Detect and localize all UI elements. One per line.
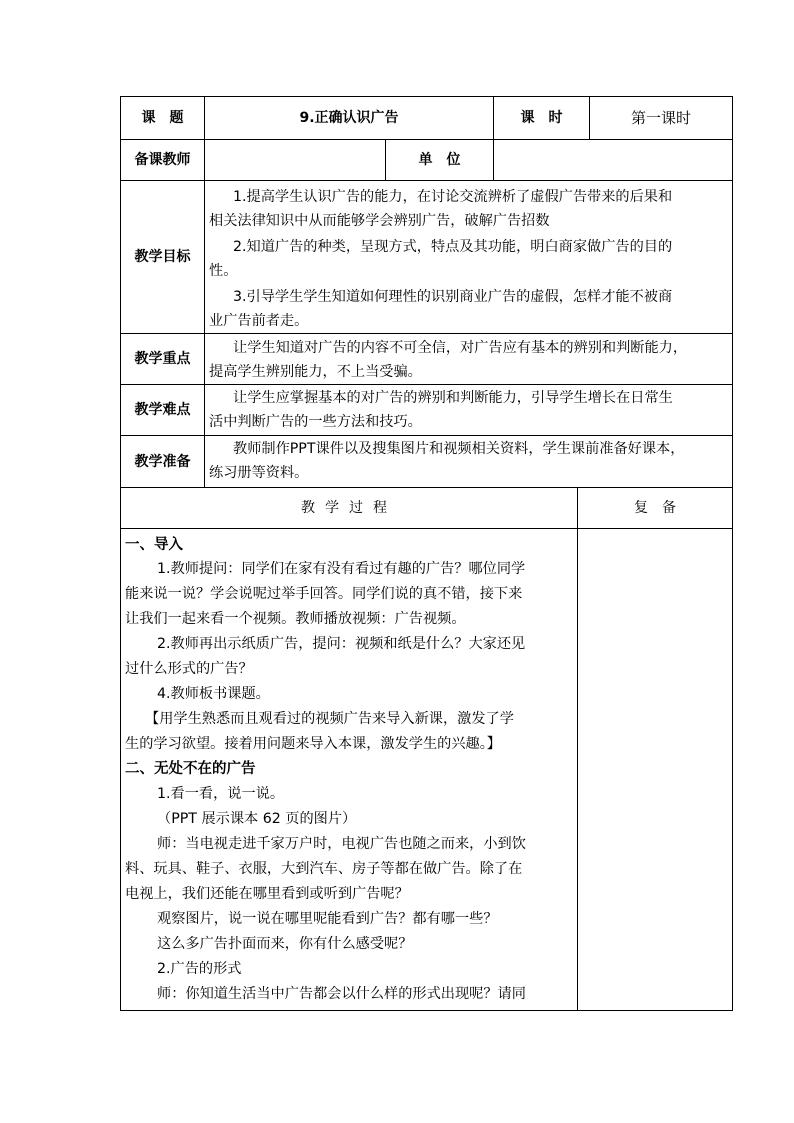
preparation-label: 教学准备 bbox=[134, 453, 191, 470]
objective-line: 2.知道广告的种类，呈现方式，特点及其功能，明白商家做广告的目的 bbox=[233, 239, 673, 255]
preparation-line: 教师制作PPT课件以及搜集图片和视频相关资料，学生课前准备好课本， bbox=[233, 441, 685, 457]
process-line: 料、玩具、鞋子、衣服，大到汽车、房子等都在做广告。除了在 bbox=[125, 861, 523, 877]
teacher-value bbox=[205, 140, 385, 180]
process-line: 观察图片，说一说在哪里呢能看到广告？都有哪一些？ bbox=[157, 911, 498, 927]
process-line: 2.教师再出示纸质广告，提问：视频和纸是什么？大家还见 bbox=[157, 636, 526, 652]
process-header: 教学过程 bbox=[301, 500, 397, 516]
objectives-label: 教学目标 bbox=[134, 249, 191, 265]
process-line: 过什么形式的广告？ bbox=[125, 661, 253, 677]
section-heading: 二、无处不在的广告 bbox=[125, 761, 256, 777]
difficulties-line: 活中判断广告的一些方法和技巧。 bbox=[209, 414, 422, 430]
topic-value: 9.正确认识广告 bbox=[299, 110, 399, 126]
process-note: 生的学习欲望。接着用问题来导入本课，激发学生的兴趣。】 bbox=[125, 736, 501, 752]
review-content bbox=[578, 529, 732, 1009]
unit-label: 单 位 bbox=[418, 152, 461, 168]
difficulties-label: 教学难点 bbox=[134, 402, 191, 418]
row-divider bbox=[120, 180, 733, 181]
process-line: 1.看一看，说一说。 bbox=[157, 786, 285, 802]
row-divider bbox=[120, 435, 733, 436]
difficulties-line: 让学生应掌握基本的对广告的辨别和判断能力，引导学生增长在日常生 bbox=[233, 390, 673, 406]
objective-line: 性。 bbox=[209, 263, 238, 279]
objective-line: 1.提高学生认识广告的能力，在讨论交流辨析了虚假广告带来的后果和 bbox=[233, 189, 673, 205]
teacher-label: 备课教师 bbox=[134, 152, 191, 168]
process-line: 让我们一起来看一个视频。教师播放视频：广告视频。 bbox=[125, 611, 466, 627]
table-border-right bbox=[732, 96, 733, 1011]
process-line: （PPT 展示课本 62 页的图片） bbox=[157, 811, 357, 827]
process-line: 电视上，我们还能在哪里看到或听到广告呢？ bbox=[125, 886, 409, 902]
objective-line: 3.引导学生学生知道如何理性的识别商业广告的虚假，怎样才能不被商 bbox=[233, 289, 673, 305]
key-points-line: 提高学生辨别能力，不上当受骗。 bbox=[209, 364, 422, 380]
process-line: 能来说一说？学会说呢过举手回答。同学们说的真不错，接下来 bbox=[125, 586, 523, 602]
objective-line: 相关法律知识中从而能够学会辨别广告，破解广告招数 bbox=[209, 213, 550, 229]
section-heading: 一、导入 bbox=[125, 537, 183, 553]
unit-value bbox=[494, 140, 732, 180]
objective-line: 业广告前者走。 bbox=[209, 313, 309, 329]
process-note: 【用学生熟悉而且观看过的视频广告来导入新课，激发了学 bbox=[145, 711, 514, 727]
process-line: 这么多广告扑面而来，你有什么感受呢？ bbox=[157, 936, 413, 952]
process-line: 师：你知道生活当中广告都会以什么样的形式出现呢？请同 bbox=[157, 986, 526, 1002]
process-line: 4.教师板书课题。 bbox=[157, 686, 270, 702]
period-value: 第一课时 bbox=[630, 109, 691, 127]
review-header: 复 备 bbox=[634, 500, 676, 516]
process-line: 师：当电视走进千家万户时，电视广告也随之而来，小到饮 bbox=[157, 836, 526, 852]
period-label: 课 时 bbox=[520, 110, 563, 126]
topic-label: 课 题 bbox=[141, 110, 184, 126]
process-line: 2.广告的形式 bbox=[157, 961, 242, 977]
process-line: 1.教师提问：同学们在家有没有看过有趣的广告？哪位同学 bbox=[157, 561, 526, 577]
key-points-line: 让学生知道对广告的内容不可全信，对广告应有基本的辨别和判断能力， bbox=[233, 340, 688, 356]
preparation-line: 练习册等资料。 bbox=[209, 465, 309, 481]
key-points-label: 教学重点 bbox=[134, 351, 191, 367]
table-border-bottom bbox=[120, 1010, 733, 1011]
